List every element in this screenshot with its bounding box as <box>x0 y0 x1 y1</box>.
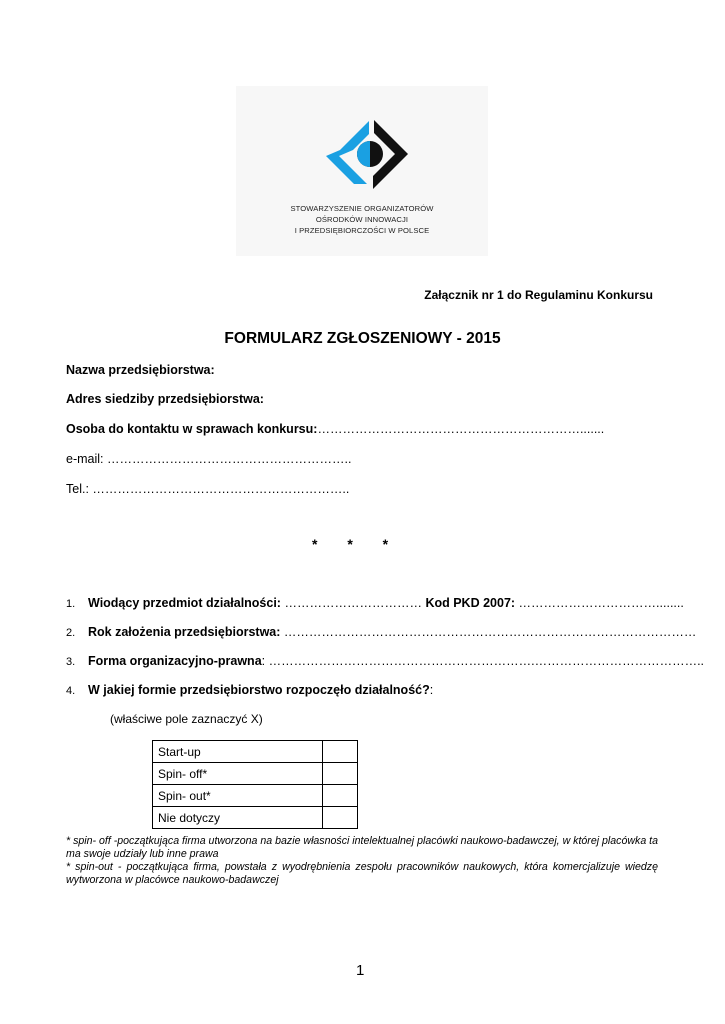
option-checkbox-not-applicable[interactable] <box>323 807 358 829</box>
org-name-line1: STOWARZYSZENIE ORGANIZATORÓW <box>290 204 434 213</box>
annex-label: Załącznik nr 1 do Regulaminu Konkursu <box>424 288 653 302</box>
section-separator: * * * <box>312 536 389 552</box>
email-field[interactable] <box>66 452 351 466</box>
email-dots: ………………………………………………….. <box>107 452 352 466</box>
startup-form-table <box>152 740 358 829</box>
option-label: Start-up <box>153 741 323 763</box>
q2-label: Rok założenia przedsiębiorstwa: <box>88 625 281 639</box>
option-checkbox-spin-off[interactable] <box>323 763 358 785</box>
org-name-line2: OŚRODKÓW INNOWACJI <box>315 215 409 224</box>
q2-dots: ……………………………………………………………………………………… <box>283 625 697 639</box>
option-label: Nie dotyczy <box>153 807 323 829</box>
email-label: e-mail: <box>66 452 104 466</box>
tel-dots: …………………………………………………….. <box>92 482 350 496</box>
option-label: Spin- out* <box>153 785 323 807</box>
table-row <box>153 763 358 785</box>
q1-pkd-dots: ……………………………........ <box>518 596 684 610</box>
q1-label: Wiodący przedmiot działalności: <box>88 596 281 610</box>
q3-dots: : ……………………………………………………….………………………………….. <box>261 654 705 668</box>
table-row <box>153 741 358 763</box>
tel-field[interactable] <box>66 482 349 496</box>
form-title: FORMULARZ ZGŁOSZENIOWY - 2015 <box>224 330 501 347</box>
table-row <box>153 785 358 807</box>
contact-field[interactable] <box>66 422 604 436</box>
contact-label: Osoba do kontaktu w sprawach konkursu: <box>66 422 318 436</box>
address-label: Adres siedziby przedsiębiorstwa: <box>66 392 264 406</box>
option-label: Spin- off* <box>153 763 323 785</box>
q2-field[interactable] <box>88 625 696 639</box>
q1-dots: …………………………… <box>284 596 422 610</box>
contact-dots: ………………………………………………………....... <box>317 422 605 436</box>
company-name-label: Nazwa przedsiębiorstwa: <box>66 363 215 377</box>
q3-number: 3. <box>66 656 76 668</box>
q3-label: Forma organizacyjno-prawna <box>88 654 262 668</box>
q2-number: 2. <box>66 627 76 639</box>
footnote-spin-out: * spin-out - początkująca firma, powstała z wyodrębnienia zespołu pracowników naukowych, która komercjalizuje wiedzę wytworzona w placówce naukowo-badawczej <box>66 861 658 886</box>
q4-suffix: : <box>429 683 434 697</box>
q4-number: 4. <box>66 685 76 697</box>
page-number: 1 <box>356 962 365 979</box>
q4-hint: (właściwe pole zaznaczyć X) <box>110 712 263 726</box>
option-checkbox-startup[interactable] <box>323 741 358 763</box>
tel-label: Tel.: <box>66 482 89 496</box>
org-name-line3: I PRZEDSIĘBIORCZOŚCI W POLSCE <box>294 226 430 235</box>
q3-field[interactable] <box>88 654 704 668</box>
table-row <box>153 807 358 829</box>
q4-label: W jakiej formie przedsiębiorstwo rozpoczęło działalność? <box>88 683 430 697</box>
q1-number: 1. <box>66 598 76 610</box>
q4-question <box>88 683 433 697</box>
q1-field[interactable] <box>88 596 684 610</box>
q1-pkd-label: Kod PKD 2007: <box>425 596 516 610</box>
option-checkbox-spin-out[interactable] <box>323 785 358 807</box>
footnote-spin-off: * spin- off -początkująca firma utworzona na bazie własności intelektualnej placówki naukowo-badawczej, w której placówka ta ma swoje udziały lub inne prawa <box>66 835 658 860</box>
